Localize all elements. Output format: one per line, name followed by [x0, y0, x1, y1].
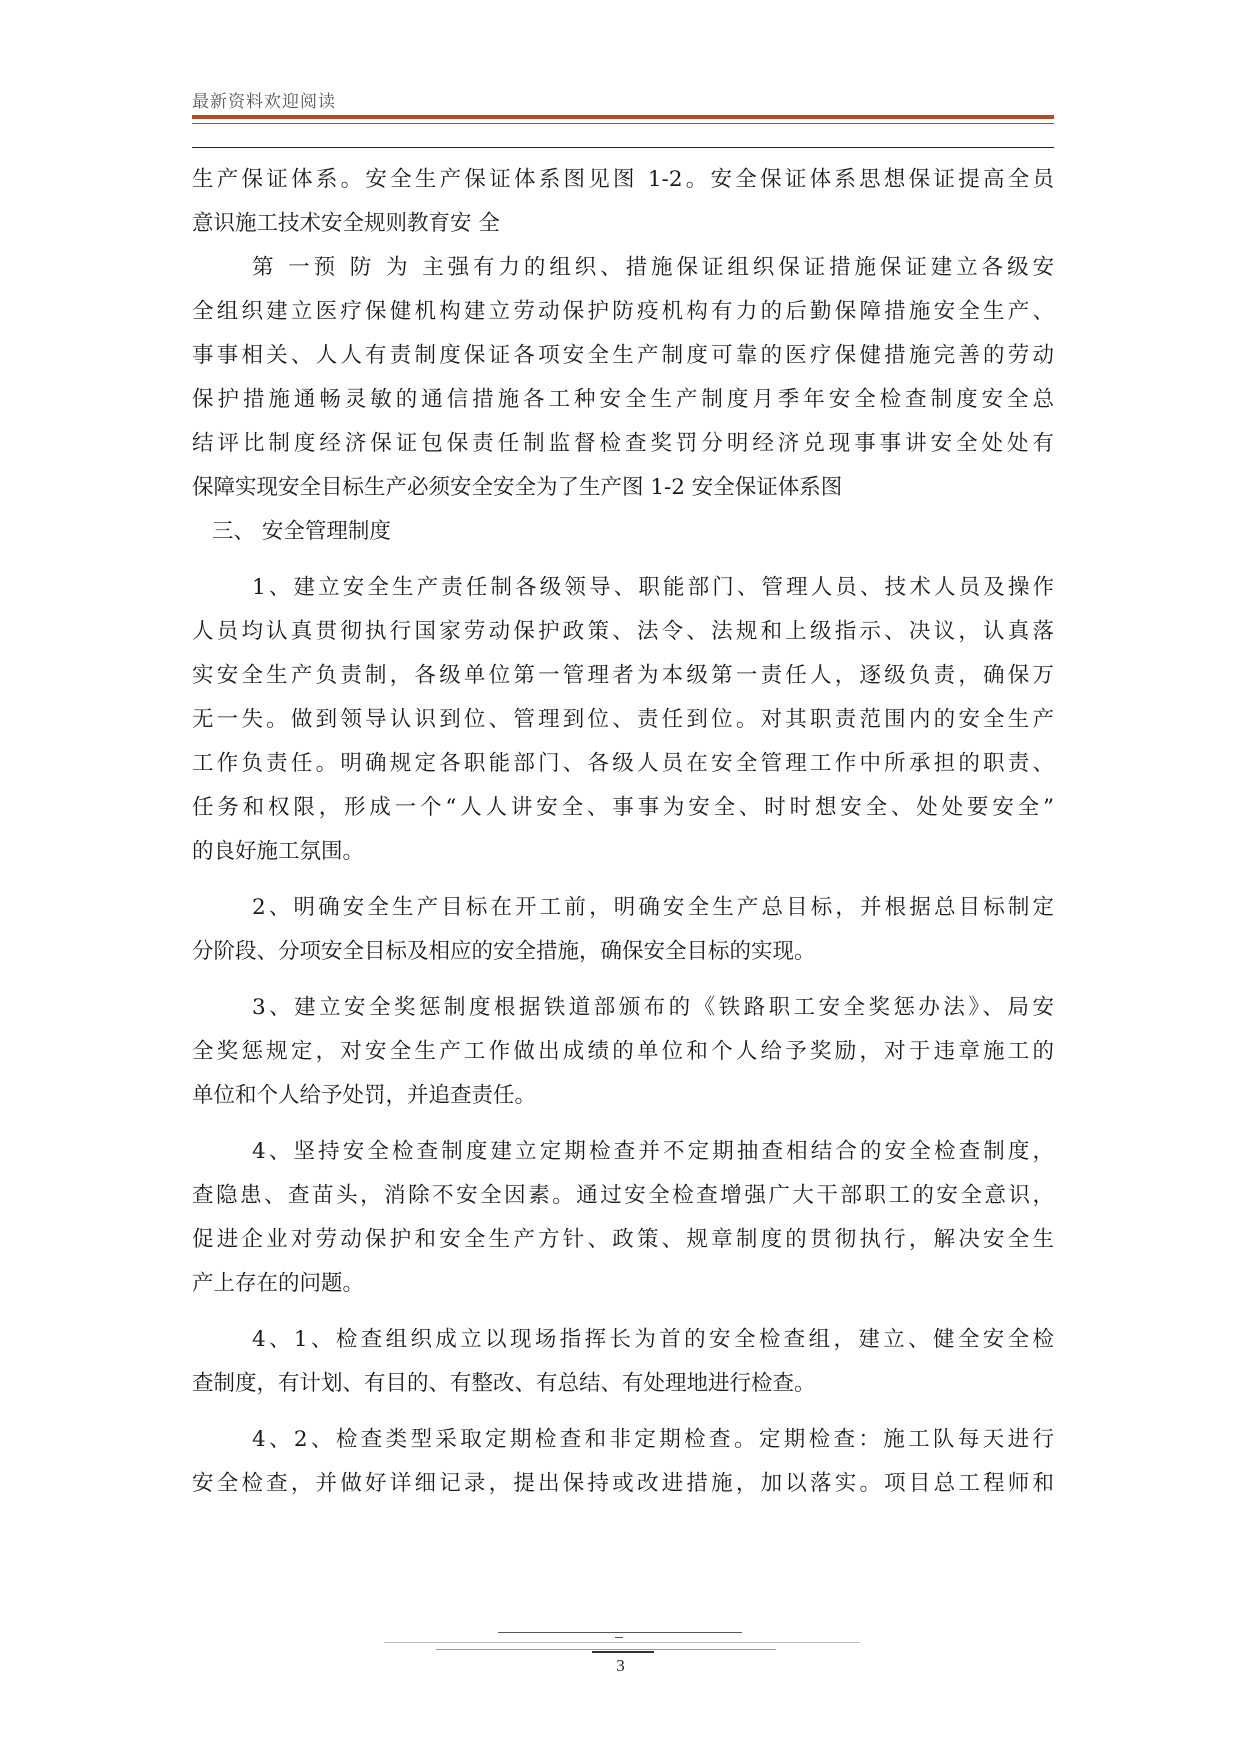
- text-line: 查制度，有计划、有目的、有整改、有总结、有处理地进行检查。: [192, 1371, 816, 1396]
- text-line: 4、2、检查类型采取定期检查和非定期检查。定期检查：施工队每天进行: [252, 1427, 1054, 1452]
- text-line: 结评比制度经济保证包保责任制监督检查奖罚分明经济兑现事事讲安全处处有: [192, 431, 1054, 456]
- running-header: 最新资料欢迎阅读: [192, 92, 336, 112]
- text-line: 人员均认真贯彻执行国家劳动保护政策、法令、法规和上级指示、决议，认真落: [192, 619, 1054, 644]
- section-heading: 三、 安全管理制度: [212, 519, 391, 544]
- document-body: [192, 158, 1054, 1506]
- text-line: 3、建立安全奖惩制度根据铁道部颁布的《铁路职工安全奖惩办法》、局安: [252, 995, 1054, 1020]
- footer-rule: [615, 1637, 623, 1638]
- text-line: 事事相关、人人有责制度保证各项安全生产制度可靠的医疗保健措施完善的劳动: [192, 343, 1054, 368]
- content-top-rule: [192, 147, 1054, 148]
- text-line: 2、明确安全生产目标在开工前，明确安全生产总目标，并根据总目标制定: [252, 895, 1054, 920]
- text-line: 意识施工技术安全规则教育安 全: [192, 211, 500, 236]
- footer-rule: [592, 1651, 654, 1653]
- page-number: 3: [616, 1656, 625, 1675]
- text-line: 第 一预 防 为 主强有力的组织、措施保证组织保证措施保证建立各级安: [252, 255, 1054, 280]
- text-line: 无一失。做到领导认识到位、管理到位、责任到位。对其职责范围内的安全生产: [192, 707, 1054, 732]
- header-rule: [192, 115, 1054, 119]
- text-line: 安全检查，并做好详细记录，提出保持或改进措施，加以落实。项目总工程师和: [192, 1471, 1054, 1496]
- footer-rule: [498, 1632, 742, 1633]
- text-line: 保护措施通畅灵敏的通信措施各工种安全生产制度月季年安全检查制度安全总: [192, 387, 1054, 412]
- text-line: 全组织建立医疗保健机构建立劳动保护防疫机构有力的后勤保障措施安全生产、: [192, 299, 1054, 324]
- text-line: 产上存在的问题。: [192, 1271, 365, 1296]
- footer-rule: [384, 1642, 860, 1643]
- text-line: 全奖惩规定，对安全生产工作做出成绩的单位和个人给予奖励，对于违章施工的: [192, 1039, 1054, 1064]
- text-line: 分阶段、分项安全目标及相应的安全措施，确保安全目标的实现。: [192, 939, 816, 964]
- text-line: 单位和个人给予处罚，并追查责任。: [192, 1083, 537, 1108]
- header-rule-thin: [192, 123, 1054, 124]
- text-line: 的良好施工氛围。: [192, 839, 365, 864]
- text-line: 1、建立安全生产责任制各级领导、职能部门、管理人员、技术人员及操作: [252, 575, 1054, 600]
- text-line: 4、1、检查组织成立以现场指挥长为首的安全检查组，建立、健全安全检: [252, 1327, 1054, 1352]
- footer-rule: [436, 1649, 776, 1650]
- text-line: 查隐患、查苗头，消除不安全因素。通过安全检查增强广大干部职工的安全意识，: [192, 1183, 1054, 1208]
- text-line: 工作负责任。明确规定各职能部门、各级人员在安全管理工作中所承担的职责、: [192, 751, 1054, 776]
- text-line: 生产保证体系。安全生产保证体系图见图 1-2。安全保证体系思想保证提高全员: [192, 167, 1054, 192]
- text-line: 任务和权限，形成一个“人人讲安全、事事为安全、时时想安全、处处要安全”: [192, 795, 1054, 820]
- text-line: 保障实现安全目标生产必须安全安全为了生产图 1-2 安全保证体系图: [192, 475, 843, 500]
- text-line: 实安全生产负责制，各级单位第一管理者为本级第一责任人，逐级负责，确保万: [192, 663, 1054, 688]
- text-line: 促进企业对劳动保护和安全生产方针、政策、规章制度的贯彻执行，解决安全生: [192, 1227, 1054, 1252]
- text-line: 4、坚持安全检查制度建立定期检查并不定期抽查相结合的安全检查制度，: [252, 1139, 1054, 1164]
